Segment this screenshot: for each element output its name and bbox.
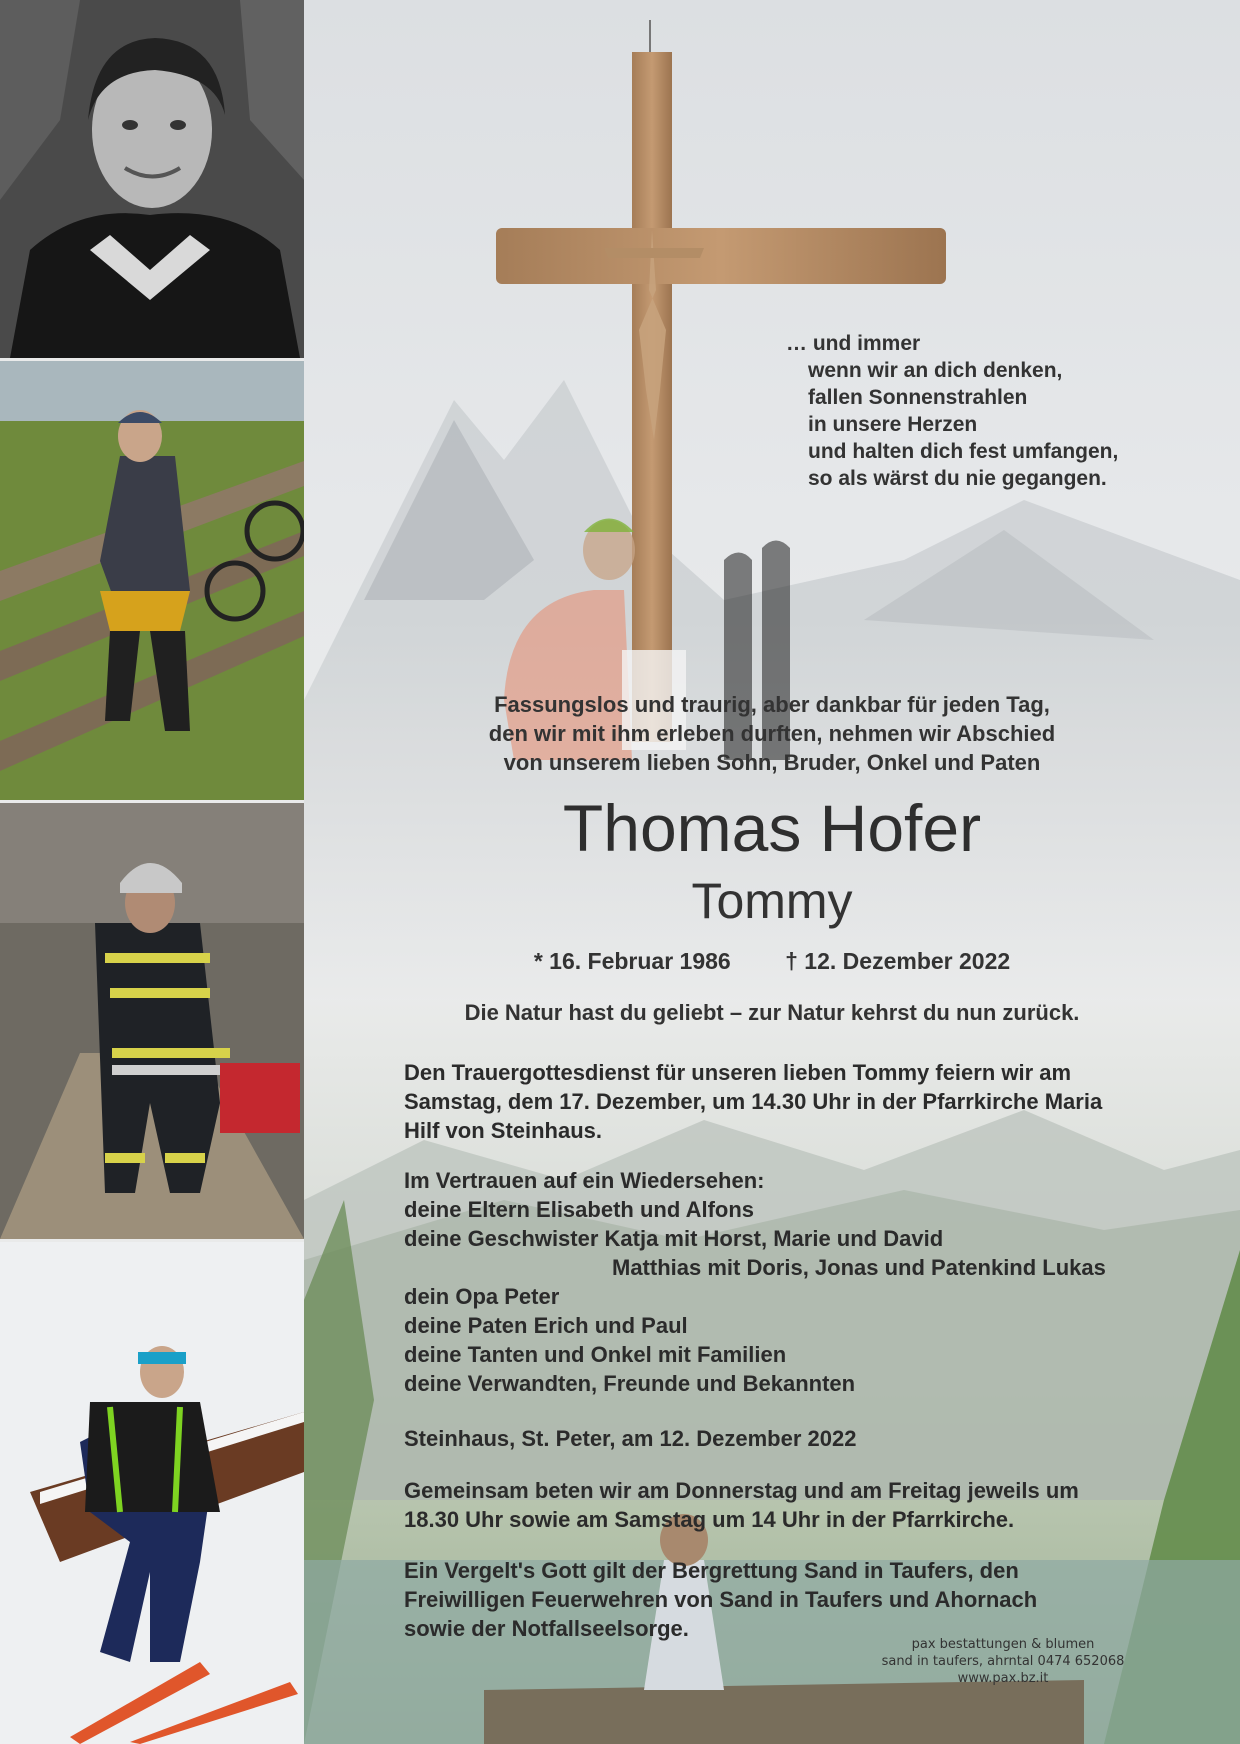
mourner-grandfather: dein Opa Peter bbox=[404, 1284, 560, 1309]
mourner-godparents: deine Paten Erich und Paul bbox=[404, 1313, 688, 1338]
thanks-line: Freiwilligen Feuerwehren von Sand in Taufers und Ahornach bbox=[404, 1587, 1038, 1612]
poem-line: so als wärst du nie gegangen. bbox=[808, 467, 1107, 490]
mourners-heading: Im Vertrauen auf ein Wiedersehen: bbox=[404, 1168, 765, 1193]
motto-line: Die Natur hast du geliebt – zur Natur kehrst du nun zurück. bbox=[464, 1000, 1080, 1025]
life-dates bbox=[404, 948, 1140, 975]
deceased-nickname: Tommy bbox=[691, 873, 853, 929]
farewell-intro bbox=[404, 690, 1140, 777]
poem-line: wenn wir an dich denken, bbox=[808, 359, 1063, 382]
mourner-aunts: deine Tanten und Onkel mit Familien bbox=[404, 1342, 787, 1367]
mourners-list bbox=[404, 1166, 1126, 1398]
firefighter-photo bbox=[0, 803, 304, 1239]
mourner-relatives: deine Verwandten, Freunde und Bekannten bbox=[404, 1371, 856, 1396]
service-line: Hilf von Steinhaus. bbox=[404, 1118, 603, 1143]
bike-fence-photo bbox=[0, 361, 304, 800]
poem-line: … und immer bbox=[786, 332, 921, 355]
undertaker-name: pax bestattungen & blumen bbox=[911, 1637, 1095, 1652]
prayer-line: Gemeinsam beten wir am Donnerstag und am Freitag jeweils um bbox=[404, 1478, 1079, 1503]
thanks-line: Ein Vergelt's Gott gilt der Bergrettung Sand in Taufers, den bbox=[404, 1558, 1019, 1583]
poem-line: fallen Sonnenstrahlen bbox=[808, 386, 1028, 409]
place-and-date: Steinhaus, St. Peter, am 12. Dezember 2022 bbox=[404, 1426, 857, 1451]
poem-verse bbox=[786, 330, 1118, 492]
poem-line: und halten dich fest umfangen, bbox=[808, 440, 1119, 463]
funeral-service-text bbox=[404, 1058, 1126, 1145]
deceased-name: Thomas Hofer bbox=[562, 791, 982, 865]
mourner-siblings-cont: Matthias mit Doris, Jonas und Patenkind Lukas bbox=[612, 1255, 1106, 1280]
undertaker-address: sand in taufers, ahrntal 0474 652068 bbox=[881, 1654, 1125, 1669]
mourner-parents: deine Eltern Elisabeth und Alfons bbox=[404, 1197, 755, 1222]
undertaker-website: www.pax.bz.it bbox=[957, 1671, 1049, 1686]
intro-line: von unserem lieben Sohn, Bruder, Onkel und Paten bbox=[503, 750, 1041, 775]
bike-illustration bbox=[0, 361, 304, 800]
undertaker-credit bbox=[860, 1636, 1146, 1687]
prayer-line: 18.30 Uhr sowie am Samstag um 14 Uhr in der Pfarrkirche. bbox=[404, 1507, 1015, 1532]
death-date: † 12. Dezember 2022 bbox=[785, 948, 1011, 974]
thanks-text bbox=[404, 1556, 1126, 1643]
prayer-info bbox=[404, 1476, 1126, 1534]
intro-line: Fassungslos und traurig, aber dankbar für jeden Tag, bbox=[494, 692, 1050, 717]
ski-illustration bbox=[0, 1242, 304, 1744]
thanks-line: sowie der Notfallseelsorge. bbox=[404, 1616, 689, 1641]
service-line: Samstag, dem 17. Dezember, um 14.30 Uhr in der Pfarrkirche Maria bbox=[404, 1089, 1103, 1114]
firefighter-illustration bbox=[0, 803, 304, 1239]
portrait-photo-bw bbox=[0, 0, 304, 358]
birth-date: * 16. Februar 1986 bbox=[533, 948, 731, 974]
intro-line: den wir mit ihm erleben durften, nehmen wir Abschied bbox=[488, 721, 1056, 746]
mourner-siblings: deine Geschwister Katja mit Horst, Marie und David bbox=[404, 1226, 944, 1251]
portrait-illustration bbox=[0, 0, 304, 358]
poem-line: in unsere Herzen bbox=[808, 413, 978, 436]
ski-tour-photo bbox=[0, 1242, 304, 1744]
service-line: Den Trauergottesdienst für unseren lieben Tommy feiern wir am bbox=[404, 1060, 1072, 1085]
